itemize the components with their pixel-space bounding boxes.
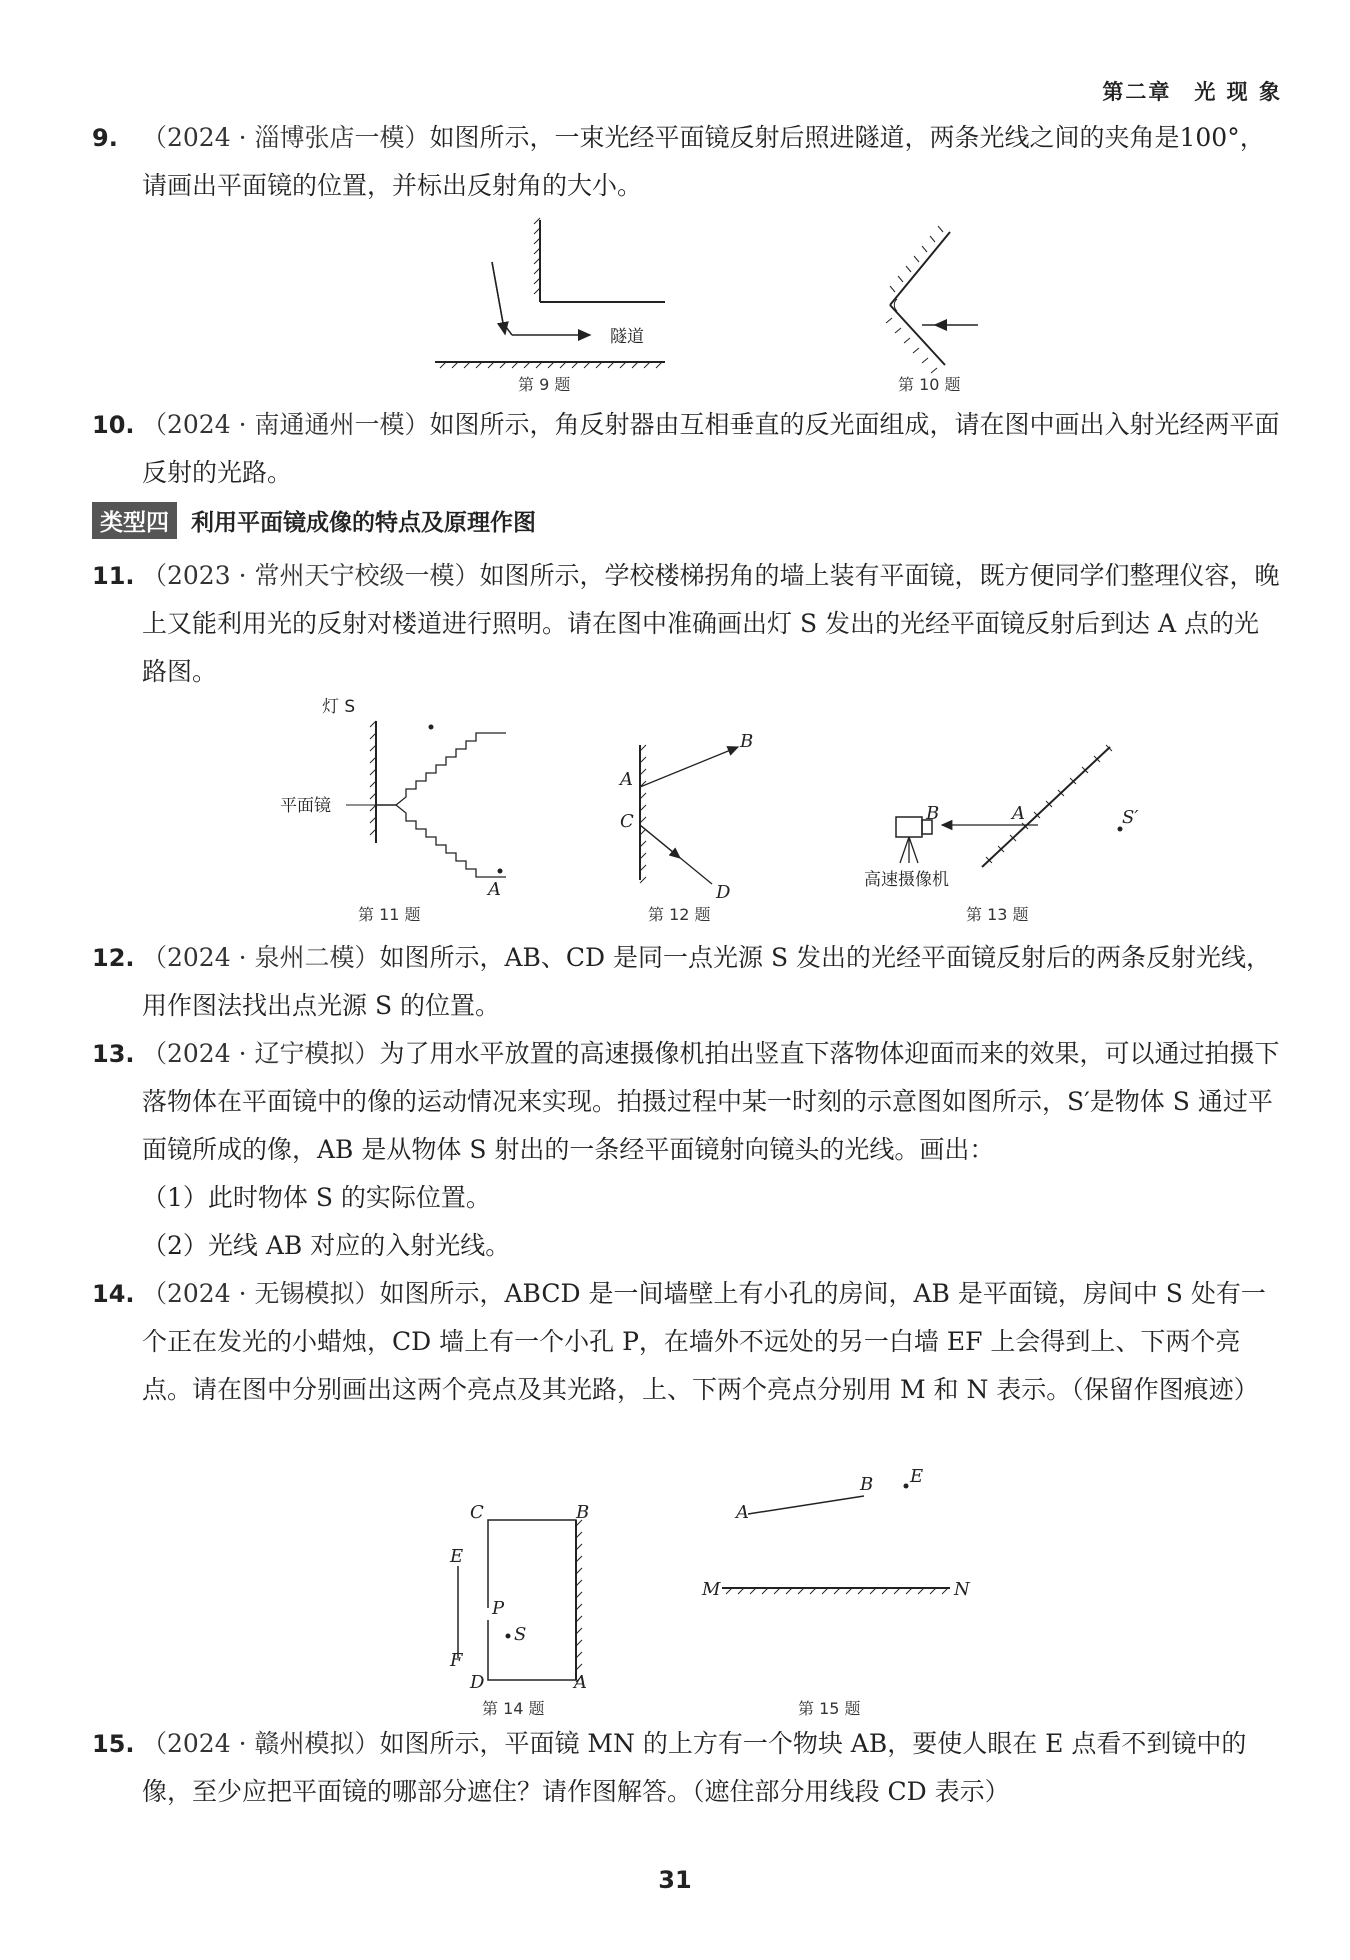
question-9 [92,114,1282,210]
figure-9 [435,218,665,394]
point-p-label: P [492,1598,505,1619]
question-13 [92,1030,1282,1270]
point-b-label: B [740,731,754,752]
chapter-header: 第二章 光 现 象 [1102,80,1282,104]
point-a-label: A [736,1502,749,1523]
point-f-label: F [450,1650,463,1671]
question-number: 10. [92,411,135,439]
point-s-label: S [514,1624,527,1645]
figure-14-caption: 第 14 题 [482,1699,545,1718]
sub-question-1: （1）此时物体 S 的实际位置。 [142,1183,491,1212]
figure-12-caption: 第 12 题 [648,905,711,924]
figure-11 [280,697,506,924]
candle-s [506,1634,511,1639]
question-14 [92,1270,1282,1414]
question-source: （2024 · 赣州模拟） [142,1729,380,1758]
question-text: 如图所示，ABCD 是一间墙壁上有小孔的房间，AB 是平面镜，房间中 S 处有一个正在发光的小蜡烛，CD 墙上有一个小孔 P，在墙外不远处的另一白墙 EF 上会得到上、下两个亮点。请在图中分别画出这两个亮点及其光路，上、下两个亮点分别用 M 和 N 表示。（保留作图痕迹） [142,1279,1266,1404]
point-e-label: E [910,1466,924,1487]
reflected-ray-ab [640,747,738,787]
camera-body [896,817,922,837]
tunnel-label: 隧道 [610,327,644,347]
mirror-label: 平面镜 [280,796,331,816]
question-source: （2024 · 辽宁模拟） [142,1039,380,1068]
question-number: 12. [92,944,135,972]
lamp-label: 灯 S [322,697,356,717]
question-11 [92,552,1282,696]
question-15 [92,1720,1282,1816]
question-text: 如图所示，平面镜 MN 的上方有一个物块 AB，要使人眼在 E 点看不到镜中的像，至少应把平面镜的哪部分遮住？请作图解答。（遮住部分用线段 CD 表示） [142,1729,1247,1806]
question-number: 9. [92,124,118,152]
question-source: （2023 · 常州天宁校级一模） [142,561,480,590]
question-number: 13. [92,1040,135,1068]
section-title: 利用平面镜成像的特点及原理作图 [191,510,536,536]
reflector-lower-face [890,305,945,365]
page-number: 31 [658,1866,692,1894]
figure-10-caption: 第 10 题 [898,375,961,394]
question-text: 如图所示，AB、CD 是同一点光源 S 发出的光经平面镜反射后的两条反射光线，用作图法找出点光源 S 的位置。 [142,943,1272,1020]
tripod-leg [900,837,909,863]
question-source: （2024 · 无锡模拟） [142,1279,380,1308]
figure-13 [864,745,1138,924]
question-source: （2024 · 泉州二模） [142,943,380,972]
figure-11-caption: 第 11 题 [358,905,421,924]
point-b-label: B [576,1502,590,1523]
point-c-label: C [620,811,634,832]
point-a [498,869,503,874]
lower-stairs [396,805,506,877]
eye-point-e [904,1484,909,1489]
figure-12 [618,731,753,924]
question-source: （2024 · 淄博张店一模） [142,123,430,152]
question-text: 为了用水平放置的高速摄像机拍出竖直下落物体迎面而来的效果，可以通过拍摄下落物体在平面镜中的像的运动情况来实现。拍摄过程中某一时刻的示意图如图所示，S′是物体 S 通过平面镜所成的像，AB 是从物体 S 射出的一条经平面镜射向镜头的光线。画出： [142,1039,1280,1164]
section-tag: 类型四 [92,502,177,539]
question-12 [92,934,1282,1030]
question-number: 15. [92,1730,135,1758]
point-c-label: C [470,1502,484,1523]
question-text: 如图所示，一束光经平面镜反射后照进隧道，两条光线之间的夹角是100°，请画出平面镜的位置，并标出反射角的大小。 [142,123,1265,200]
point-d-label: D [716,882,731,903]
sub-question-2: （2）光线 AB 对应的入射光线。 [142,1231,511,1260]
point-a-label: A [574,1672,587,1693]
question-number: 14. [92,1280,135,1308]
figure-15-caption: 第 15 题 [798,1699,861,1718]
lamp-point [429,725,434,730]
reflector-upper-face [890,232,950,305]
figure-9-caption: 第 9 题 [518,375,571,394]
figures-14-15 [430,1458,990,1718]
question-text: 如图所示，角反射器由互相垂直的反光面组成，请在图中画出入射光经两平面反射的光路。 [142,410,1280,487]
figure-14 [449,1502,589,1718]
figure-15 [701,1466,971,1718]
point-m-label: M [702,1579,721,1600]
point-d-label: D [470,1672,485,1693]
point-e-label: E [450,1546,464,1567]
figures-9-10 [400,210,1040,400]
point-n-label: N [954,1579,970,1600]
point-b-label: B [860,1474,874,1495]
upper-stairs [396,733,506,805]
image-s-label: S′ [1122,807,1139,828]
question-source: （2024 · 南通通州一模） [142,410,430,439]
question-number: 11. [92,562,135,590]
point-a-label: A [1012,803,1025,824]
question-10 [92,401,1282,497]
point-b-label: B [926,803,940,824]
figure-13-caption: 第 13 题 [966,905,1029,924]
figures-11-12-13 [270,695,1150,930]
section-heading [92,502,536,539]
figure-10 [886,226,978,394]
point-a-label: A [488,879,501,900]
point-a-label: A [620,769,633,790]
object-ab [748,1496,864,1514]
question-text: 如图所示，学校楼梯拐角的墙上装有平面镜，既方便同学们整理仪容，晚上又能利用光的反射对楼道进行照明。请在图中准确画出灯 S 发出的光经平面镜反射后到达 A 点的光路图。 [142,561,1280,686]
camera-label: 高速摄像机 [864,870,949,890]
